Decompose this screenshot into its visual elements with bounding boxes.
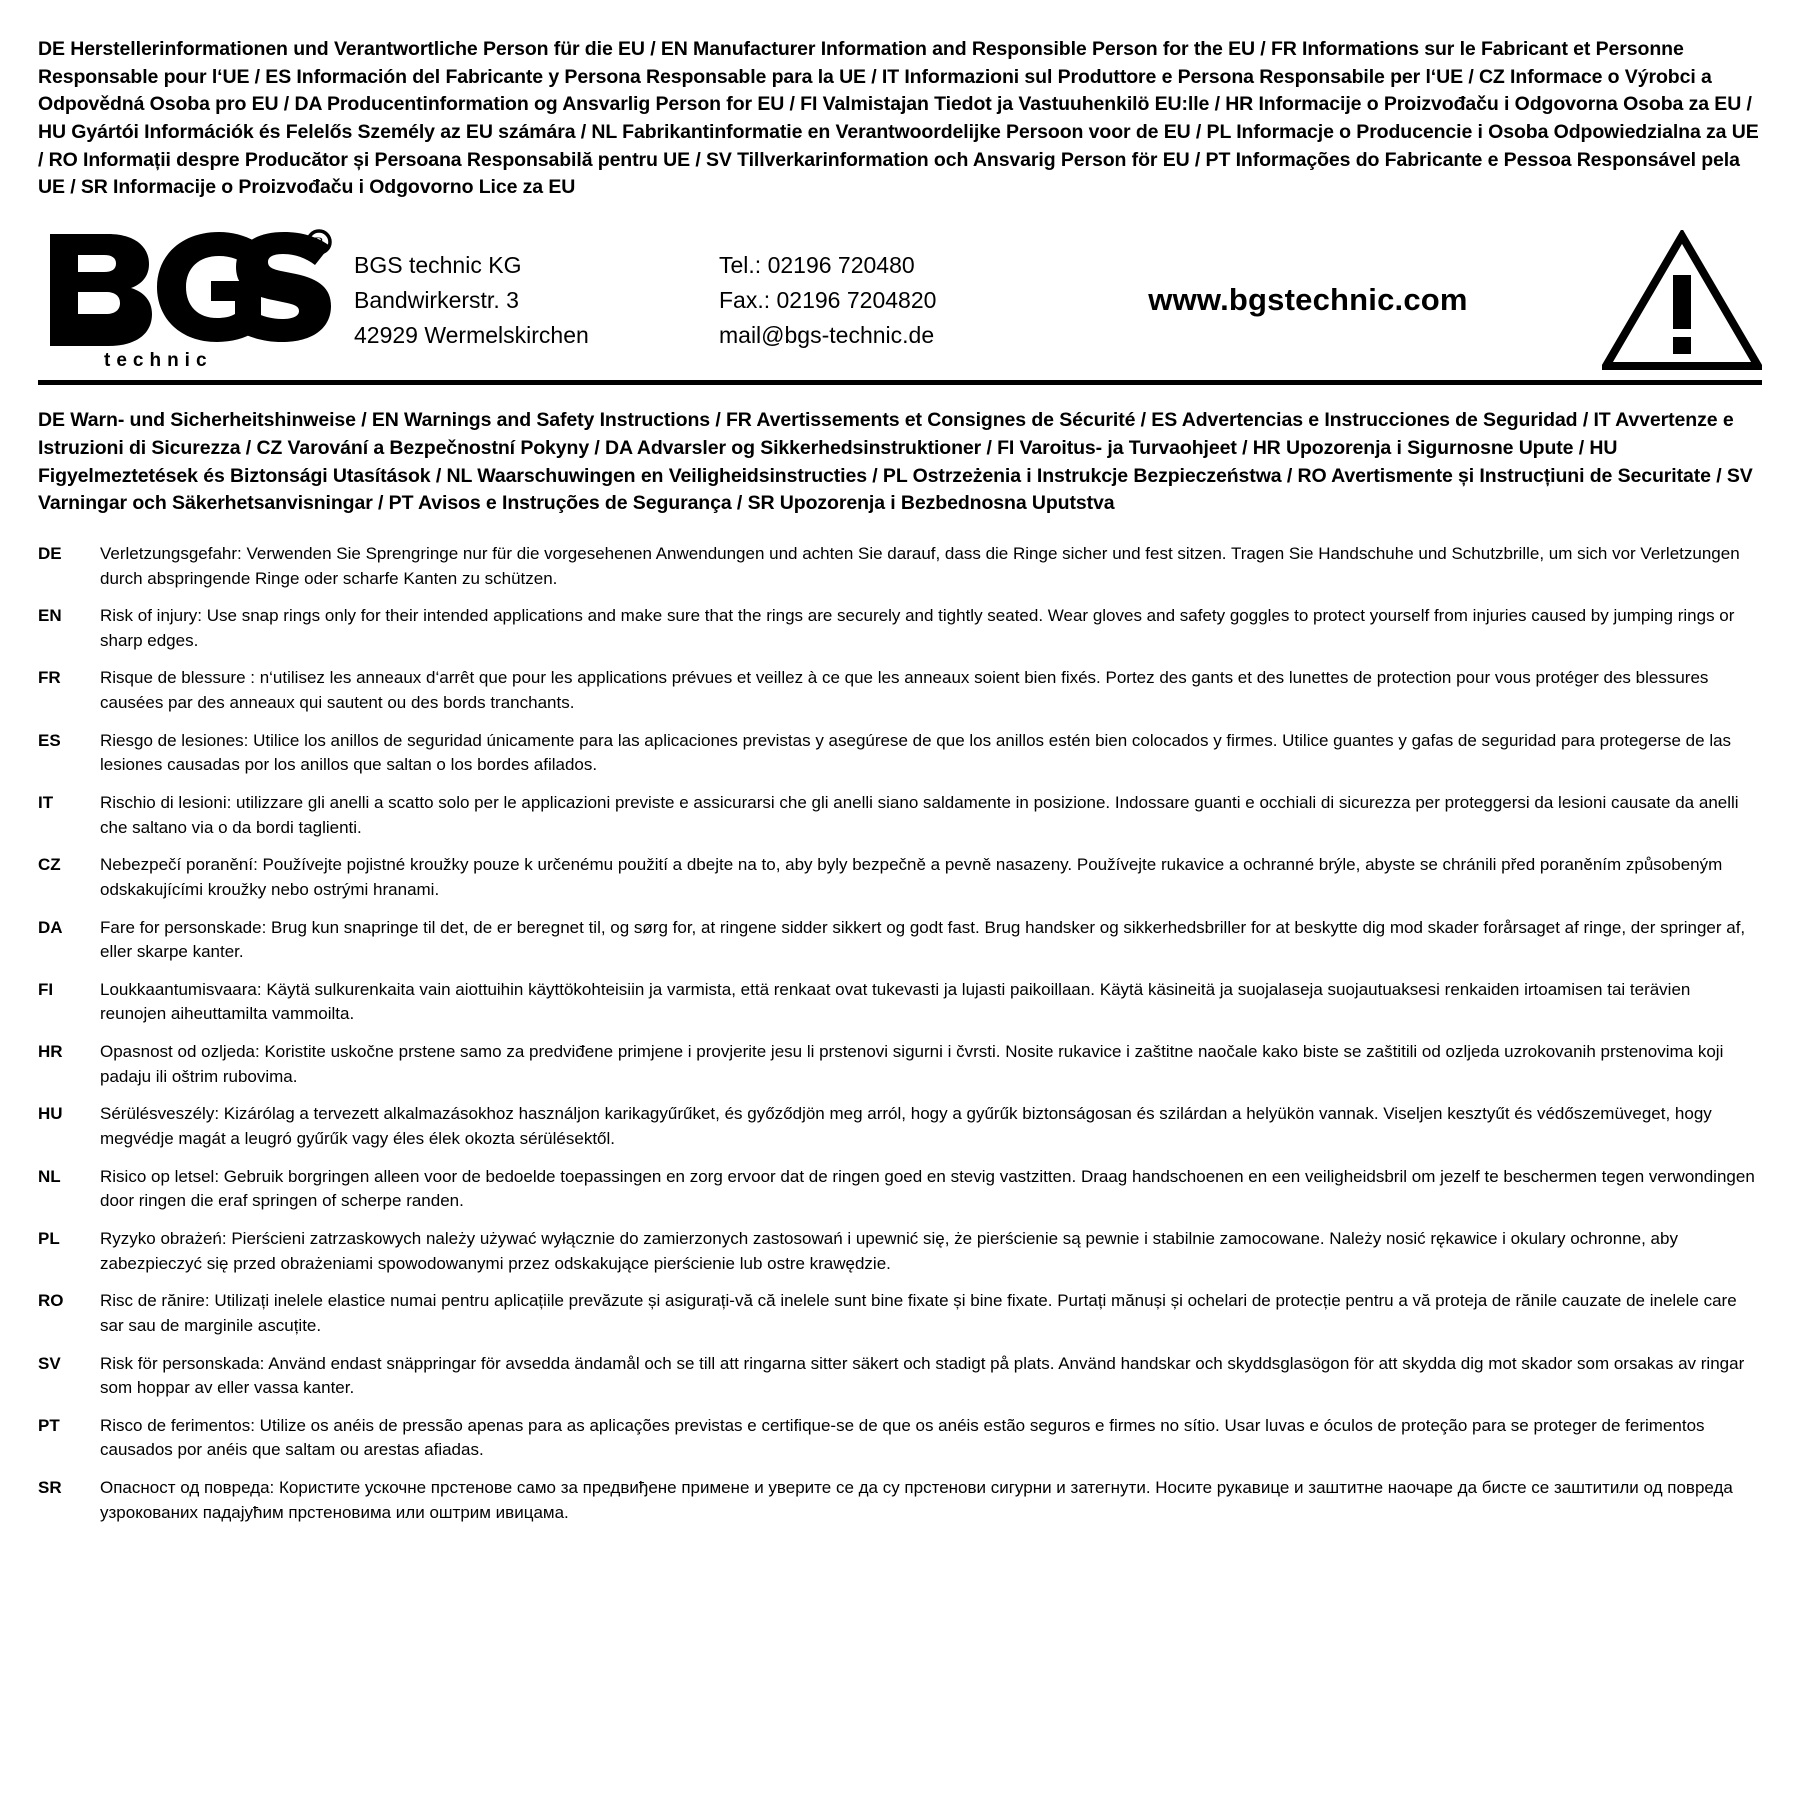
lang-code: ES — [38, 730, 61, 750]
lang-code: SV — [38, 1353, 61, 1373]
company-name: BGS technic KG — [354, 251, 522, 278]
lang-text: Опасност од повреда: Користите ускочне прстенове само за предвиђене примене и уверите се да су прстенови сигурни и затегнути. Носите рукавице и заштитне наочаре да бисте се заштитили од повреда узрокованих падајућим прстеновима или оштрим ивицама. — [100, 1478, 1733, 1522]
company-address — [344, 248, 719, 353]
lang-code: HR — [38, 1042, 63, 1062]
list-item — [38, 791, 1762, 840]
bgs-logo-icon — [44, 228, 334, 346]
list-item — [38, 1476, 1762, 1525]
lang-text: Riesgo de lesiones: Utilice los anillos de seguridad únicamente para las aplicaciones previstas y asegúrese de que los anillos estén bien colocados y firmes. Utilice guantes y gafas de seguridad para protegerse de las lesiones causadas por los anillos que saltan o los bordes afilados. — [100, 730, 1732, 775]
company-street: Bandwirkerstr. 3 — [354, 286, 519, 313]
lang-code: PT — [38, 1415, 60, 1435]
language-warning-list — [38, 542, 1762, 1526]
lang-text: Risico op letsel: Gebruik borgringen alleen voor de bedoelde toepassingen en zorg ervoor dat de ringen goed en stevig vastzitten. Draag handschoenen en een veiligheidsbril om jezelf te beschermen tegen verwondingen door ringen die eraf springen of scherpe randen. — [100, 1166, 1755, 1211]
lang-text: Fare for personskade: Brug kun snapringe til det, de er beregnet til, og sørg for, at ringene sidder sikkert og godt fast. Brug handsker og sikkerhedsbriller for at beskytte dig mod skader forårsaget af ringe, der springer af, eller skarpe kanter. — [100, 917, 1746, 962]
lang-text: Ryzyko obrażeń: Pierścieni zatrzaskowych należy używać wyłącznie do zamierzonych zastosowań i upewnić się, że pierścienie są pewnie i stabilnie zamocowane. Należy nosić rękawice i okulary ochronne, aby zabezpieczyć się przed obrażeniami spowodowanymi przez odskakujące pierścienie lub ostre krawędzie. — [100, 1228, 1678, 1273]
lang-code: CZ — [38, 855, 61, 875]
list-item — [38, 542, 1762, 591]
lang-text: Risc de rănire: Utilizați inelele elastice numai pentru aplicațiile prevăzute și asigurați-vă că inelele sunt bine fixate și bine fixate. Purtați mănuși și ochelari de protecție pentru a vă proteja de rănile cauzate de inelele care sar sau de marginile ascuțite. — [100, 1291, 1737, 1335]
list-item — [38, 853, 1762, 902]
list-item — [38, 978, 1762, 1027]
bgs-logo-subtext — [104, 348, 344, 372]
svg-text:technic: technic — [104, 350, 213, 372]
lang-text: Risk of injury: Use snap rings only for their intended applications and make sure that the rings are securely and tightly seated. Wear gloves and safety goggles to protect yourself from injuries caused by jumping rings or sharp edges. — [100, 606, 1735, 650]
bgs-logo — [38, 228, 344, 372]
svg-text:R: R — [313, 235, 325, 252]
list-item — [38, 916, 1762, 965]
company-tel: Tel.: 02196 720480 — [719, 251, 915, 278]
lang-code: NL — [38, 1166, 61, 1186]
company-contact — [719, 248, 1039, 353]
company-city: 42929 Wermelskirchen — [354, 321, 589, 348]
lang-code: EN — [38, 606, 62, 626]
list-item — [38, 666, 1762, 715]
lang-code: PL — [38, 1228, 60, 1248]
company-mail[interactable]: mail@bgs-technic.de — [719, 321, 935, 348]
list-item — [38, 1102, 1762, 1151]
lang-code: HU — [38, 1104, 63, 1124]
lang-text: Nebezpečí poranění: Používejte pojistné kroužky pouze k určenému použití a dbejte na to, aby byly bezpečně a pevně nasazeny. Používejte rukavice a ochranné brýle, abyste se chránili před poraněním způsobeným odskakujícími kroužky nebo ostrými hranami. — [100, 855, 1723, 899]
lang-code: RO — [38, 1291, 64, 1311]
lang-text: Loukkaantumisvaara: Käytä sulkurenkaita vain aiottuihin käyttökohteisiin ja varmista, että renkaat ovat tukevasti ja lujasti paikoillaan. Käytä käsineitä ja suojalaseja suojautuaksesi renkaiden irtoamisen tai terävien reunojen aiheuttamilta vammoilta. — [100, 979, 1691, 1024]
lang-code: DA — [38, 917, 63, 937]
list-item — [38, 1414, 1762, 1463]
lang-code: FR — [38, 668, 61, 688]
lang-text: Verletzungsgefahr: Verwenden Sie Sprengringe nur für die vorgesehenen Anwendungen und achten Sie darauf, dass die Ringe sicher und fest sitzen. Tragen Sie Handschuhe und Schutzbrille, um sich vor Verletzungen durch abspringende Ringe oder scharfe Kanten zu schützen. — [100, 543, 1740, 588]
company-website[interactable]: www.bgstechnic.com — [1148, 282, 1468, 318]
lang-code: DE — [38, 543, 62, 563]
warnings-section-title: DE Warn- und Sicherheitshinweise / EN Warnings and Safety Instructions / FR Avertissements et Consignes de Sécurité / ES Advertencias e Instrucciones de Seguridad / IT Avvertenze e Istruzioni di Sicurezza / CZ Varování a Bezpečnostní Pokyny / DA Advarsler og Sikkerhedsinstruktioner / FI Varoitus- ja Turvaohjeet / HR Upozorenja i Sigurnosne Upute / HU Figyelmeztetések és Biztonsági Utasítások / NL Waarschuwingen en Veiligheidsinstructies / PL Ostrzeżenia i Instrukcje Bezpieczeństwa / RO Avertismente și Instrucțiuni de Securitate / SV Varningar och Säkerhetsanvisningar / PT Avisos e Instruções de Segurança / SR Upozorenja i Bezbednosna Uputstva — [38, 409, 1753, 515]
company-fax: Fax.: 02196 7204820 — [719, 286, 937, 313]
list-item — [38, 1227, 1762, 1276]
lang-text: Risque de blessure : n‘utilisez les anneaux d‘arrêt que pour les applications prévues et veillez à ce que les anneaux soient bien fixés. Portez des gants et des lunettes de protection pour vous protéger des blessures causées par des anneaux qui sautent ou des bords tranchants. — [100, 668, 1709, 713]
company-band — [38, 228, 1762, 385]
lang-text: Rischio di lesioni: utilizzare gli anelli a scatto solo per le applicazioni previste e assicurarsi che gli anelli siano saldamente in posizione. Indossare guanti e occhiali di sicurezza per proteggersi da lesioni causate da anelli che saltano via o da bordi taglienti. — [100, 793, 1739, 837]
list-item — [38, 1289, 1762, 1338]
lang-code: FI — [38, 979, 54, 999]
lang-text: Risco de ferimentos: Utilize os anéis de pressão apenas para as aplicações previstas e certifique-se de que os anéis estão seguros e firmes no sítio. Usar luvas e óculos de proteção para se proteger de ferimentos causados por anéis que saltam ou arestas afiadas. — [100, 1415, 1705, 1460]
warning-triangle-svg — [1602, 230, 1762, 370]
warning-triangle-icon — [1597, 230, 1762, 370]
lang-text: Sérülésveszély: Kizárólag a tervezett alkalmazásokhoz használjon karikagyűrűket, és győződjön meg arról, hogy a gyűrűk biztonságosan és szilárdan a helyükön vannak. Viseljen kesztyűt és védőszemüveget, hogy megvédje magát a leugró gyűrűk vagy éles élek okozta sérülésektől. — [100, 1104, 1712, 1149]
manufacturer-info-heading: DE Herstellerinformationen und Verantwortliche Person für die EU / EN Manufacturer Information and Responsible Person for the EU / FR Informations sur le Fabricant et Personne Responsable pour l‘UE / ES Información del Fabricante y Persona Responsable para la UE / IT Informazioni sul Produttore e Persona Responsabile per l‘UE / CZ Informace o Výrobci a Odpovědná Osoba pro EU / DA Producentinformation og Ansvarlig Person for EU / FI Valmistajan Tiedot ja Vastuuhenkilö EU:lle / HR Informacije o Proizvođaču i Odgovorna Osoba za EU / HU Gyártói Információk és Felelős Személy az EU számára / NL Fabrikantinformatie en Verantwoordelijke Persoon voor de EU / PL Informacje o Producencie i Osoba Odpowiedzialna za UE / RO Informații despre Producător și Persoana Responsabilă pentru UE / SV Tillverkarinformation och Ansvarig Person för EU / PT Informações do Fabricante e Pessoa Responsável pela UE / SR Informacije o Proizvođaču i Odgovorno Lice za EU — [38, 38, 1759, 199]
list-item — [38, 1352, 1762, 1401]
list-item — [38, 729, 1762, 778]
lang-text: Risk för personskada: Använd endast snäppringar för avsedda ändamål och se till att ringarna sitter säkert och stadigt på plats. Använd handskar och skyddsglasögon för att skydda dig mot skador som orsakas av ringar som hoppar av eller vassa kanter. — [100, 1353, 1745, 1398]
list-item — [38, 604, 1762, 653]
lang-code: IT — [38, 793, 54, 812]
list-item — [38, 1040, 1762, 1089]
lang-code: SR — [38, 1478, 62, 1498]
lang-text: Opasnost od ozljeda: Koristite uskočne prstene samo za predviđene primjene i provjerite jesu li prstenovi sigurni i čvrsti. Nosite rukavice i zaštitne naočale kako biste se zaštitili od ozljeda uzrokovanih prstenovima koji padaju ili oštrim rubovima. — [100, 1042, 1724, 1086]
list-item — [38, 1165, 1762, 1214]
